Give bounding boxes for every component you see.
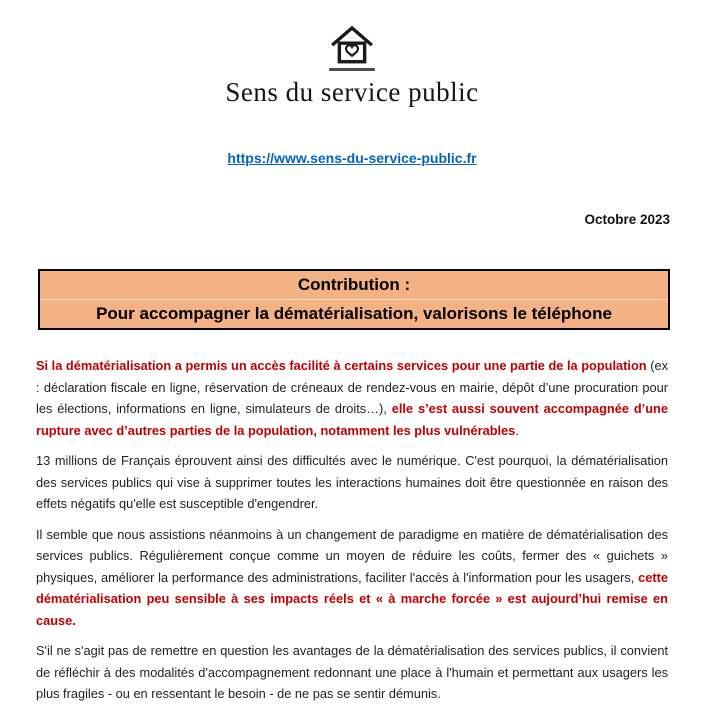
- brand-title: Sens du service public: [225, 77, 479, 107]
- body-text: S'il ne s'agit pas de remettre en question les avantages de la dématérialisation des services publics, il convient de réfléchir à des modalités d'accompagnement redonnant une place à l'humain et permettant aux usagers les plus fragiles - ou en ressentant le besoin - de ne pas se sentir démunis.: [36, 643, 668, 701]
- emphasis-text: Si la dématérialisation a permis un accès facilité à certains services pour une partie de la population: [36, 358, 647, 373]
- body-text: Il semble que nous assistions néanmoins à un changement de paradigme en matière de dématérialisation des services publics. Régulièrement conçue comme un moyen de réduire les coûts, fermer des « guichets » physiques, améliorer la performance des administrations, faciliter l'accès à l'information pour les usagers,: [36, 526, 668, 585]
- body-text: .: [515, 422, 519, 438]
- emphasis-text: cette dématérialisation peu sensible à ses impacts réels et « à marche forcée » est aujourd’hui remise en cause.: [36, 569, 668, 628]
- house-heart-icon: [325, 22, 379, 66]
- date-label: Octobre 2023: [584, 212, 670, 227]
- body-text: (ex : déclaration fiscale en ligne, réservation de créneaux de rendez-vous en mairie, dépôt d’une procuration pour les élections, informations en ligne, simulateurs de droits…),: [36, 358, 668, 416]
- body-paragraph: [36, 450, 668, 515]
- body-text: 13 millions de Français éprouvent ainsi des difficultés avec le numérique. C'est pourquoi, la dématérialisation des services publics qui vise à supprimer toutes les interactions humaines doit être questionnée en raison des effets négatifs qu'elle est susceptible d'engendrer.: [36, 453, 668, 511]
- title-box: [38, 269, 670, 330]
- header: [0, 0, 704, 108]
- body-paragraph: [36, 640, 668, 704]
- body-paragraph: [36, 524, 668, 632]
- emphasis-text: elle s’est aussi souvent accompagnée d’une rupture avec d’autres parties de la population, notamment les plus vulnérables: [36, 401, 668, 438]
- link-row: [0, 150, 704, 168]
- site-link[interactable]: https://www.sens-du-service-public.fr: [227, 150, 477, 166]
- logo-underline: [329, 68, 375, 71]
- title-line-1: Contribution :: [40, 271, 668, 300]
- title-line-2: Pour accompagner la dématérialisation, valorisons le téléphone: [96, 304, 612, 323]
- body-paragraph: [36, 355, 668, 441]
- body-copy: [36, 355, 668, 704]
